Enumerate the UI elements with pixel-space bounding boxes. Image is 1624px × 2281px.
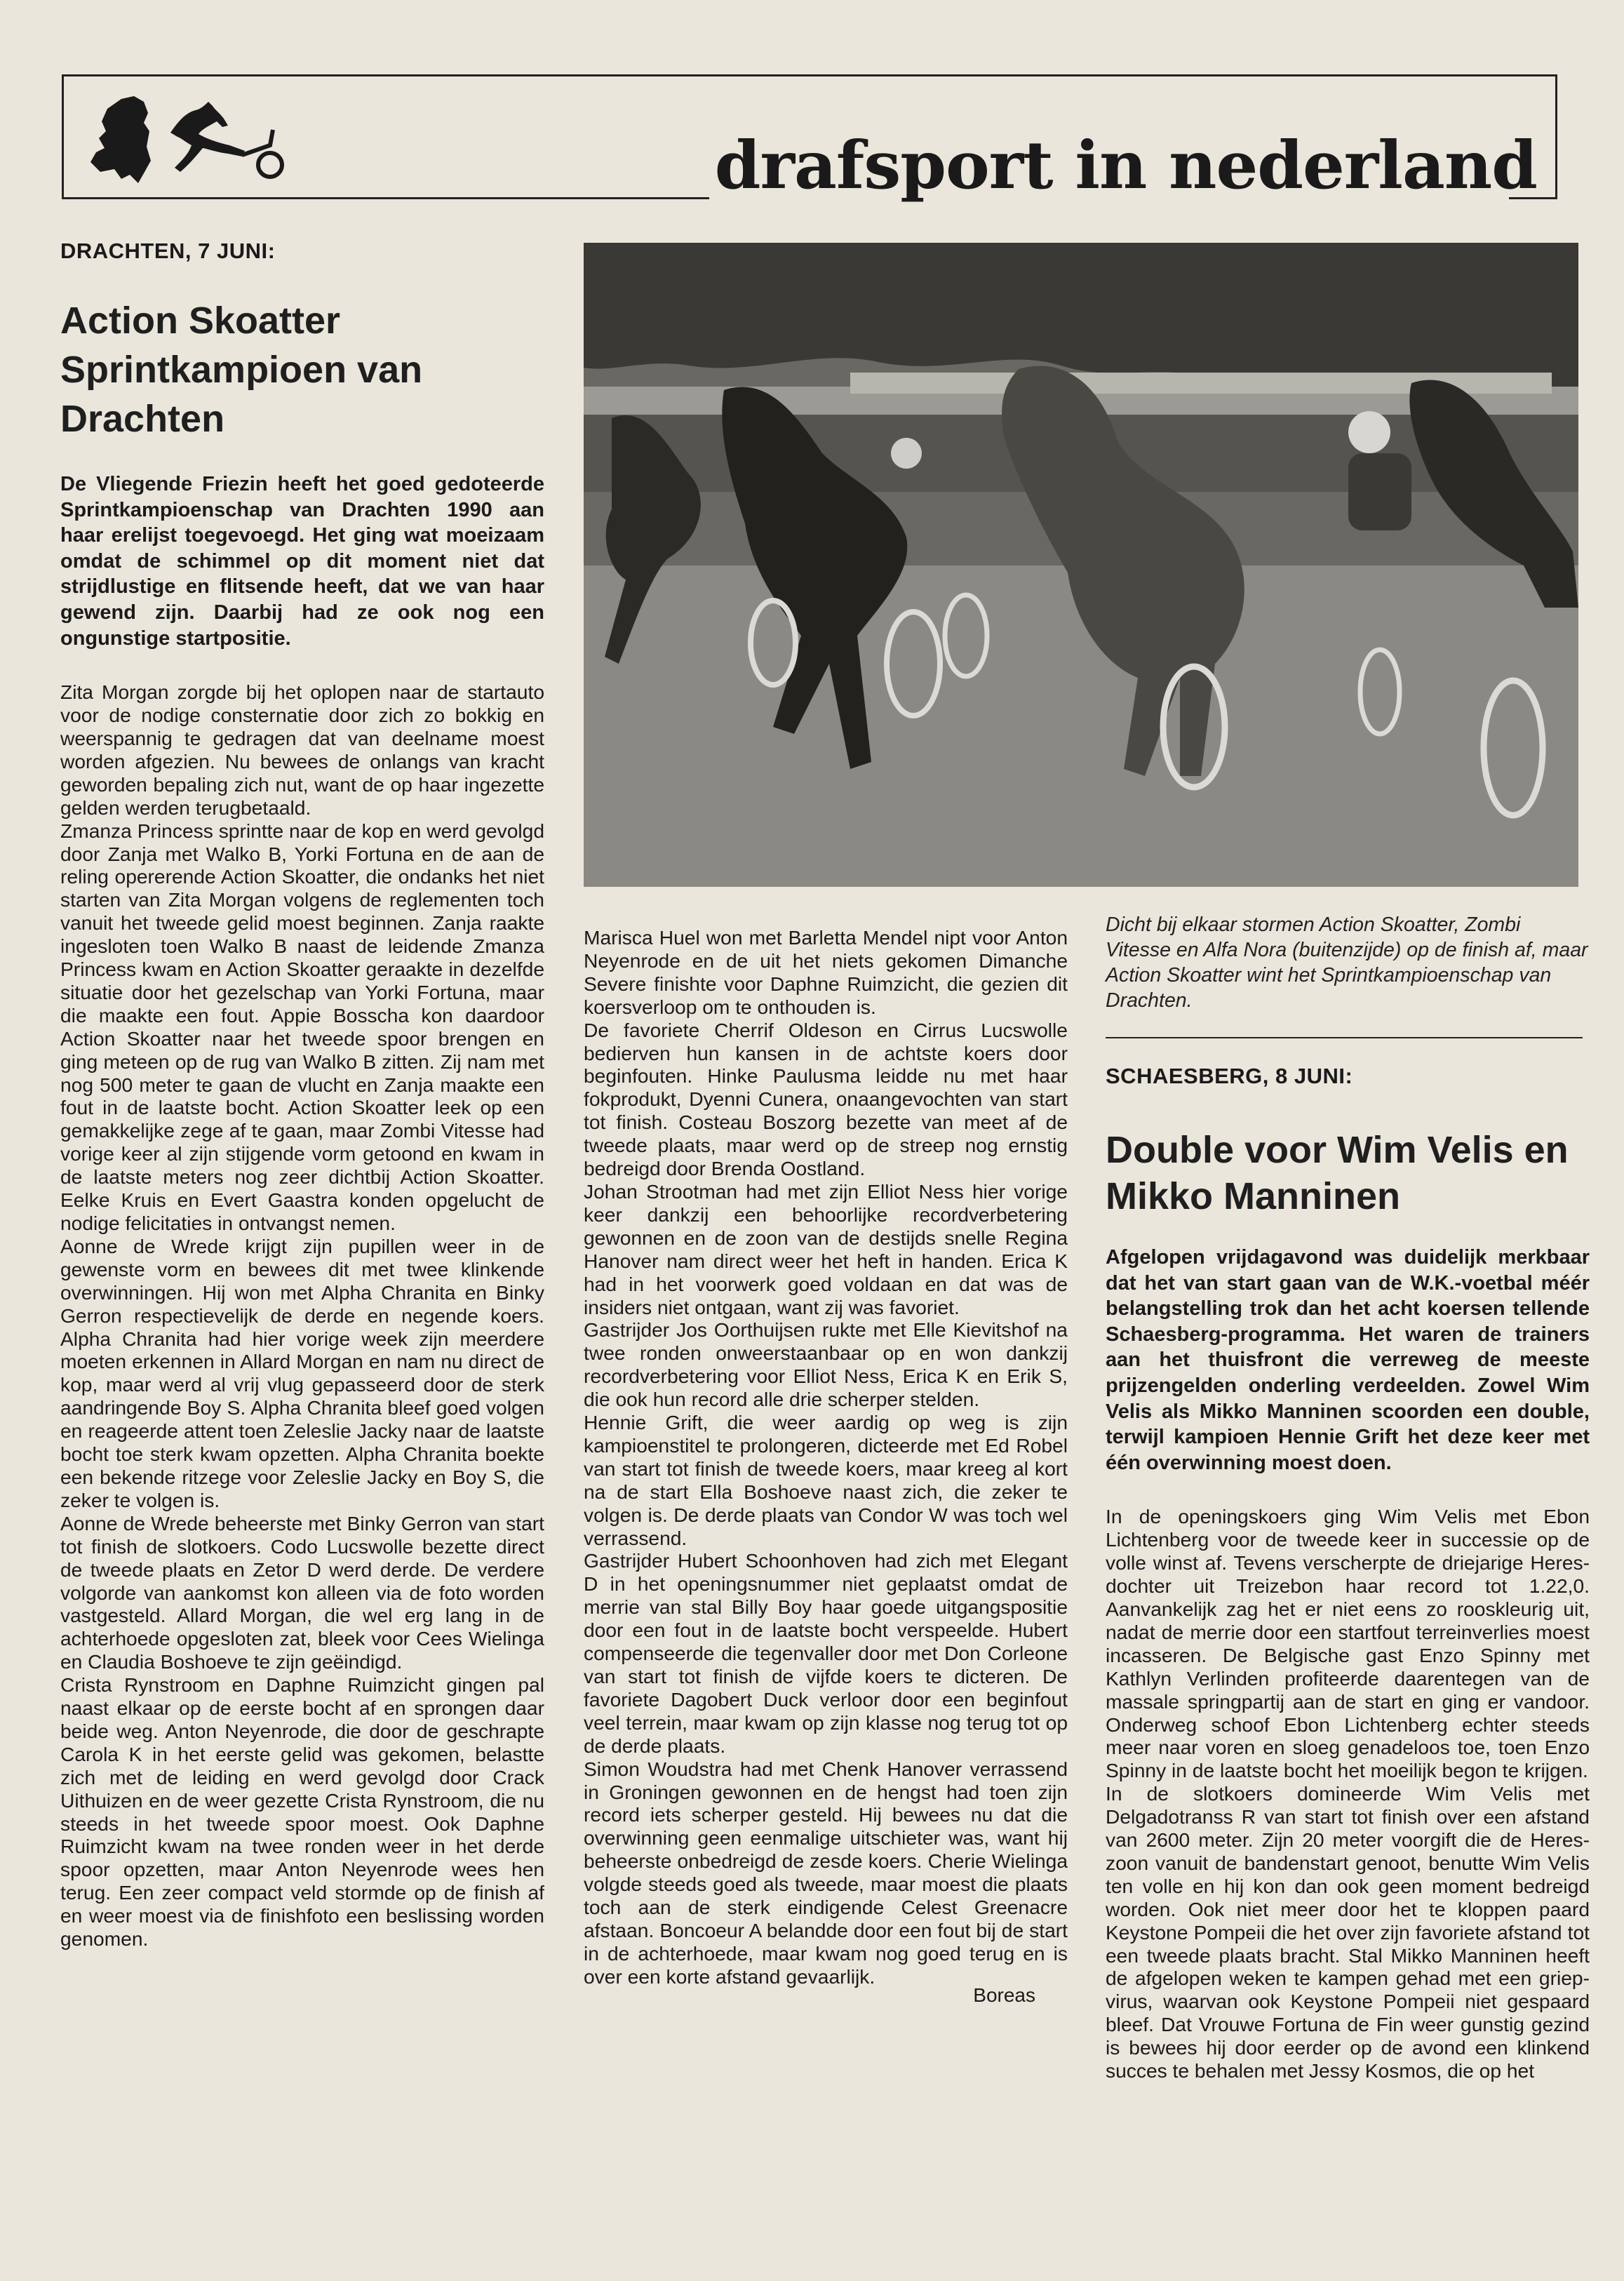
article-headline: Double voor Wim Velis en Mikko Manninen xyxy=(1106,1129,1569,1217)
article-body xyxy=(1106,1505,1590,2082)
page-title: drafsport in nederland xyxy=(714,127,1537,204)
paragraph: Crista Rynstroom en Daphne Ruimzicht gingen pal naast elkaar op de eerste bocht af en sprongen daar beide weg. Anton Neyenrode, die door de geschrapte Carola K in het eerste gelid was gekomen, belastte zich met de leiding en werd gevolgd door Crack Uithuizen en de weer gezette Crista Rynstroom, die nu steeds in het tweede spoor moest. Ook Daphne Ruimzicht kwam na twee ronden weer in het derde spoor opzetten, maar Anton Neyenrode wees hen terug. Een zeer compact veld stormde op de finish af en weer moest via de finishfoto een beslissing worden genomen. xyxy=(60,1673,544,1951)
paragraph: Aonne de Wrede krijgt zijn pupillen weer in de gewenste vorm en bewees dit met twee klinkende overwinningen. Hij won met Alpha Chranita en Binky Gerron respectievelijk de derde en negende koers. Alpha Chranita had hier vorige week zijn meerdere moeten erkennen in Allard Morgan en nam nu direct de kop, maar werd al vrij vlug gepasseerd door de sterk aandringende Boy S. Alpha Chranita bleef goed volgen en reageerde attent toen Zeleslie Jacky naar de laatste bocht toe sterk kwam opzetten. Alpha Chranita boekte een bekende ritzege voor Zeleslie Jacky en Boy S, die zeker te volgen is. xyxy=(60,1234,544,1511)
paragraph: Gastrijder Jos Oorthuijsen rukte met Elle Kievitshof na twee ronden onweerstaanbaar op en won dankzij recordverbetering voor Elliot Ness, Erica K en Erik S, die ook hun record alle drie scherper stelden. xyxy=(584,1318,1068,1411)
divider xyxy=(1106,1037,1583,1038)
paragraph: Simon Woudstra had met Chenk Hanover verrassend in Groningen gewonnen en de hengst had toen zijn record iets scherper gesteld. Hij bewees nu dat die overwinning geen eenmalige uitschieter was, want hij beheerste onbedreigd de zesde koers. Cherie Wielinga volgde steeds goed als tweede, maar moest die plaats toch aan de sterk eindigende Celest Greenacre afstaan. Boncoeur A belandde door een fout bij de start in de achterhoede, maar kwam nog goed terug en is over een korte afstand gevaarlijk. xyxy=(584,1757,1068,1988)
article-body xyxy=(60,681,544,1951)
paragraph: In de slotkoers domineerde Wim Velis met Delgadotranss R van start tot finish over een afstand van 2600 meter. Zijn 20 meter voorgift die de Heres-zoon vanuit de bandenstart genoot, benutte Wim Velis ten volle en hij kon dan ook geen moment bedreigd worden. Ook niet meer door het te kloppen paard Keystone Pompeii die het over zijn favoriete afstand tot een tweede plaats bracht. Stal Mikko Manninen heeft de afgelopen weken te kampen gehad met een griep-virus, waarvan ook Keystone Pompeii niet gespaard bleef. Dat Vrouwe Fortuna de Fin weer gunstig gezind is bewees hij door eerder op de avond een klinkend succes te behalen met Jessy Kosmos, die op het xyxy=(1106,1782,1590,2082)
race-photo xyxy=(584,243,1578,887)
paragraph: Gastrijder Hubert Schoonhoven had zich met Elegant D in het openingsnummer niet geplaatst omdat de merrie van stal Billy Boy haar goede uitgangspositie door een fout in de laatste bocht verspeelde. Hubert compenseerde die tegenvaller door met Don Corleone van start tot finish de vijfde koers te dicteren. De favoriete Dagobert Duck verloor door een beginfout veel terrein, maar kwam op zijn klasse nog terug tot op de derde plaats. xyxy=(584,1549,1068,1757)
dateline: SCHAESBERG, 8 JUNI: xyxy=(1106,1064,1353,1088)
harness-race-photo-illustration xyxy=(584,243,1578,887)
netherlands-map-and-trotting-horse-logo xyxy=(79,89,297,187)
paragraph: Johan Strootman had met zijn Elliot Ness hier vorige keer dankzij een behoorlijke recordverbetering gewonnen en de zoon van de destijds snelle Regina Hanover nam direct weer het heft in handen. Erica K had in het voorwerk goed voldaan en dat was de insiders niet ontgaan, want zij was favoriet. xyxy=(584,1179,1068,1318)
article-lead: Afgelopen vrijdagavond was duidelijk merkbaar dat het van start gaan van de W.K.-voetbal méér belangstelling trok dan het acht koersen tellende Schaesberg-programma. Het waren de trainers aan het thuisfront die verreweg de meeste prijzengelden onderling verdeelden. Zowel Wim Velis als Mikko Manninen scoorden een double, terwijl kampioen Hennie Grift het deze keer met één overwinning moest doen. xyxy=(1106,1246,1590,1474)
article-headline: Action Skoatter Sprintkampioen van Drachten xyxy=(60,300,423,440)
column-3 xyxy=(1106,912,1590,2082)
article-body xyxy=(584,926,1068,1988)
paragraph: De favoriete Cherrif Oldeson en Cirrus Lucswolle bedierven hun kansen in de achtste koers door beginfouten. Hinke Paulusma leidde nu met haar fokprodukt, Dyenni Cunera, onaangevochten van start tot finish. Costeau Boszorg bezette van meet af de tweede plaats, maar werd op de streep nog ernstig bedreigd door Brenda Oostland. xyxy=(584,1018,1068,1180)
paragraph: In de openingskoers ging Wim Velis met Ebon Lichtenberg voor de tweede keer in successie op de volle winst af. Tevens verscherpte de driejarige Heres-dochter uit Treizebon haar record tot 1.22,0. Aanvankelijk zag het er niet eens zo rooskleurig uit, nadat de merrie door een startfout terreinverlies moest incasseren. De Belgische gast Enzo Spinny met Kathlyn Verlinden profiteerde daarentegen van de massale springpartij aan de start en ging er vandoor. Onderweg schoof Ebon Lichtenberg echter steeds meer naar voren en sloeg genadeloos toe, toen Enzo Spinny in de laatste bocht het moeilijk begon te krijgen. xyxy=(1106,1505,1590,1782)
dateline: DRACHTEN, 7 JUNI: xyxy=(60,239,276,263)
column-2 xyxy=(584,926,1068,2007)
paragraph: Marisca Huel won met Barletta Mendel nipt voor Anton Neyenrode en de uit het niets gekomen Dimanche Severe finishte voor Daphne Ruimzicht, die gezien dit koersverloop om te onthouden is. xyxy=(584,926,1068,1018)
paragraph: Hennie Grift, die weer aardig op weg is zijn kampioenstitel te prolongeren, dicteerde met Ed Robel van start tot finish de tweede koers, maar kreeg al kort na de start Ella Boshoeve naast zich, die zeker te volgen is. De derde plaats van Condor W was toch wel verrassend. xyxy=(584,1411,1068,1549)
column-1 xyxy=(60,239,544,1951)
article-lead: De Vliegende Friezin heeft het goed gedoteerde Sprintkampioenschap van Drachten 1990 aan haar erelijst toegevoegd. Het ging wat moeizaam omdat de schimmel op dit moment niet dat strijdlustige en flitsende heeft, dat we van haar gewend zijn. Daarbij had ze ook nog een ongunstige startpositie. xyxy=(60,473,544,650)
photo-caption: Dicht bij elkaar stormen Action Skoatter, Zombi Vitesse en Alfa Nora (buitenzijde) op de finish af, maar Action Skoatter wint het Sprintkampioenschap van Drachten. xyxy=(1106,914,1588,1012)
paragraph: Zmanza Princess sprintte naar de kop en werd gevolgd door Zanja met Walko B, Yorki Fortuna en de aan de reling opererende Action Skoatter, die ondanks het niet starten van Zita Morgan volgens de reglementen toch vanuit het tweede gelid moest beginnen. Zanja raakte ingesloten toen Walko B naast de leidende Zmanza Princess kwam en Action Skoatter geraakte in dezelfde situatie door het gezelschap van Yorki Fortuna, maar die maakte een fout. Appie Bosscha kon daardoor Action Skoatter naar het tweede spoor brengen en ging meteen op de rug van Walko B zitten. Zij nam met nog 500 meter te gaan de vlucht en Zanja maakte een fout in de laatste bocht. Action Skoatter leek op een gemakkelijke zege af te gaan, maar Zombi Vitesse had vorige keer al zijn stijgende vorm getoond en kwam in de laatste meters nog zeer dichtbij Action Skoatter. Eelke Kruis en Evert Gaastra konden opgelucht de nodige felicitaties in ontvangst nemen. xyxy=(60,819,544,1234)
masthead xyxy=(62,74,1557,204)
paragraph: Zita Morgan zorgde bij het oplopen naar de startauto voor de nodige consternatie door zich zo bokkig en weerspannig te gedragen dat van deelname moest worden afgezien. Nu bewees de onlangs van kracht geworden bepaling zich nut, want de op haar ingezette gelden werden terugbetaald. xyxy=(60,681,544,819)
paragraph: Aonne de Wrede beheerste met Binky Gerron van start tot finish de slotkoers. Codo Lucswolle bezette direct de tweede plaats en Zetor D werd derde. De verdere volgorde van aankomst kon alleen via de foto worden vastgesteld. Allard Morgan, die wel erg lang in de achterhoede opgesloten zat, bleek voor Cees Wielinga en Claudia Boshoeve te zijn geëindigd. xyxy=(60,1511,544,1673)
author-signature: Boreas xyxy=(973,1984,1035,2006)
